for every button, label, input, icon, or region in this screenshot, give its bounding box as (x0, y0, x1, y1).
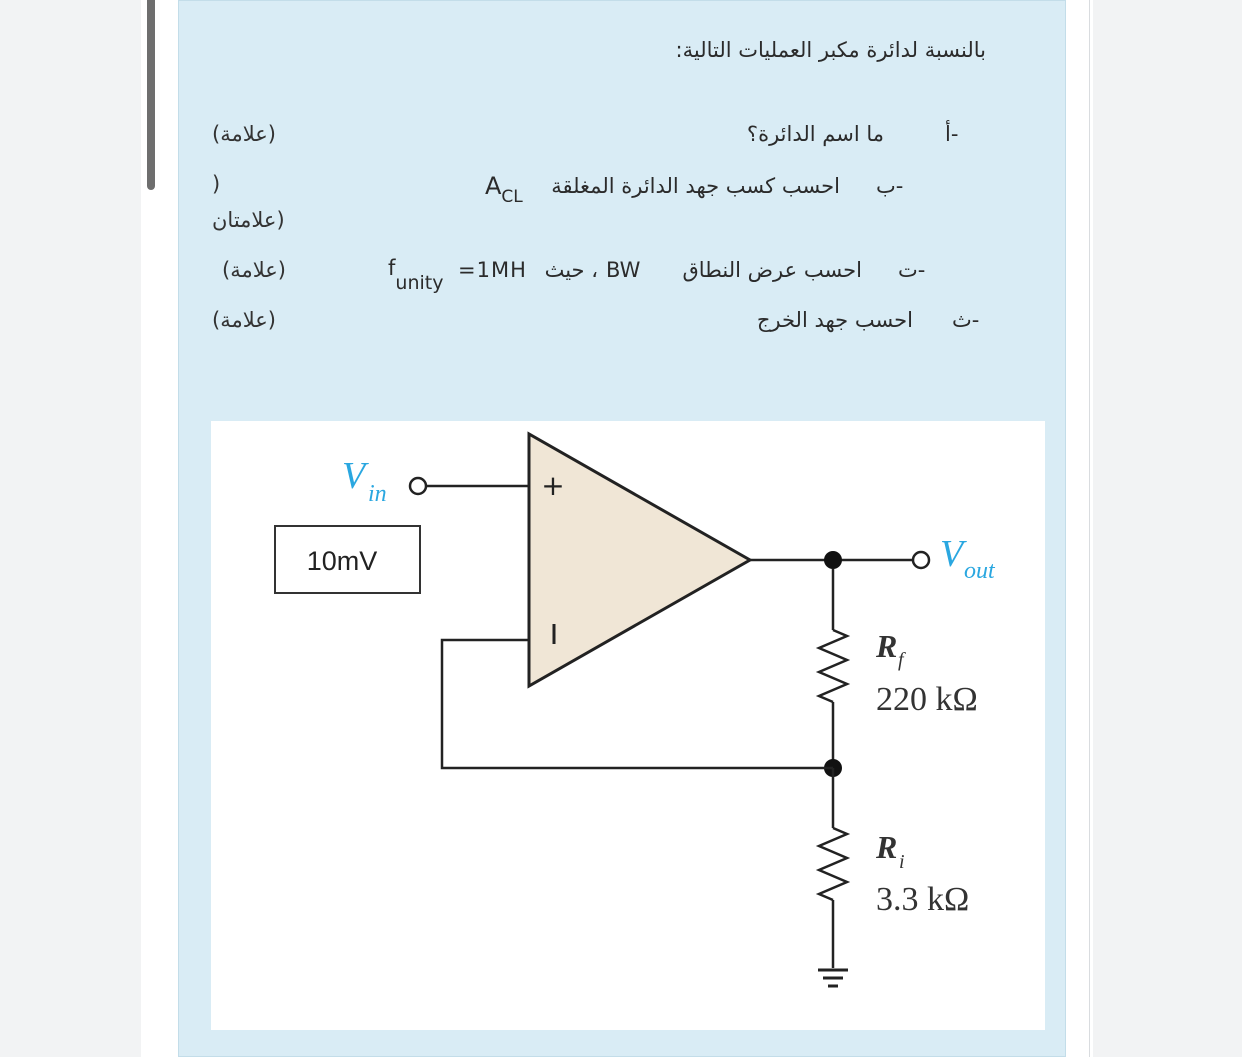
scrollbar-thumb[interactable] (147, 0, 155, 190)
funity-symbol (388, 256, 444, 294)
rf-resistor-zigzag (819, 630, 847, 702)
vin-label: V (342, 455, 366, 497)
acl-symbol-sub: CL (501, 187, 523, 207)
acl-symbol-main: A (485, 172, 502, 200)
item-c-letter: ت- (898, 258, 926, 282)
feedback-wire (442, 640, 833, 768)
output-node-dot (824, 551, 842, 569)
item-c-mark: (علامة) (222, 258, 286, 282)
noninverting-amplifier-circuit (211, 421, 1045, 1030)
item-b-mark: علامتان) (212, 208, 285, 232)
item-b-text: احسب كسب جهد الدائرة المغلقة (551, 174, 840, 198)
rf-label-sub: f (898, 649, 904, 671)
vin-terminal (410, 478, 426, 494)
ri-value: 3.3 kΩ (876, 881, 970, 918)
acl-symbol (485, 172, 523, 207)
rf-label: R (876, 628, 898, 664)
item-d-text: احسب جهد الخرج (756, 308, 913, 332)
question-title: بالنسبة لدائرة مكبر العمليات التالية: (675, 38, 986, 62)
item-c-where: ، حيث (544, 258, 598, 282)
item-a-mark: (علامة) (212, 122, 276, 146)
vout-terminal (913, 552, 929, 568)
item-a-text: ما اسم الدائرة؟ (746, 122, 884, 146)
rf-value: 220 kΩ (876, 681, 978, 718)
bw-symbol: BW (606, 258, 641, 282)
item-c-text: احسب عرض النطاق (682, 258, 862, 282)
bandwidth-equation: =1MH (458, 258, 527, 282)
opamp-plus-sign: + (541, 469, 565, 502)
item-d-mark: (علامة) (212, 308, 276, 332)
ri-label: R (876, 829, 898, 865)
circuit-diagram-panel (211, 421, 1045, 1030)
item-b-letter: ب- (876, 174, 904, 198)
item-b-mark-open: ) (212, 172, 221, 196)
funity-symbol-main: f (388, 256, 396, 280)
funity-symbol-sub: unity (395, 272, 444, 294)
vout-label-sub: out (964, 558, 995, 584)
item-d-letter: ث- (952, 308, 980, 332)
ri-label-sub: i (899, 851, 905, 873)
vin-value-text: 10mV (306, 546, 378, 576)
vout-label: V (940, 533, 964, 575)
page-edge-rule (1089, 0, 1090, 1057)
ri-resistor-zigzag (819, 828, 847, 900)
item-a-letter: أ- (945, 122, 959, 146)
ground-icon (818, 970, 848, 986)
vin-label-sub: in (368, 481, 387, 507)
